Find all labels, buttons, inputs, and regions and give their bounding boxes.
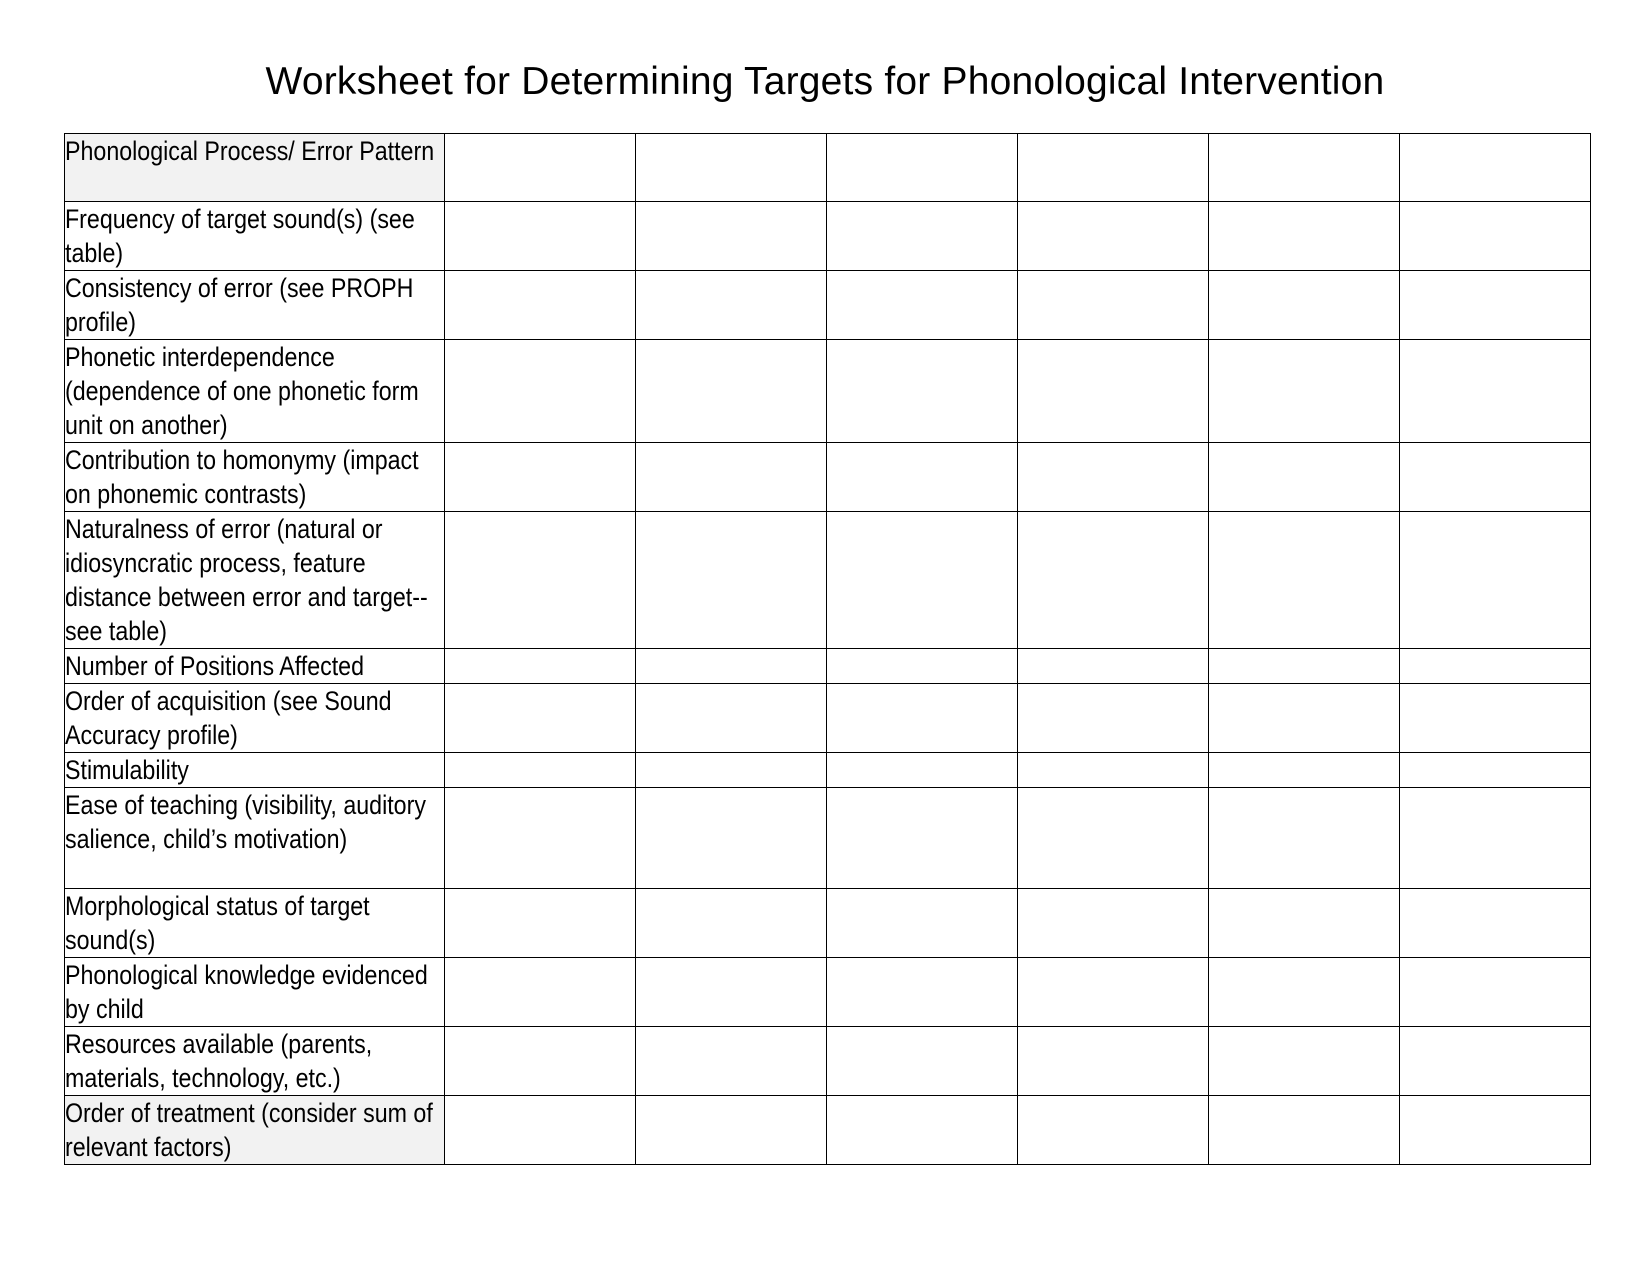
row-label: Consistency of error (see PROPH profile) xyxy=(65,273,414,337)
table-row xyxy=(65,958,1591,1027)
table-row xyxy=(65,512,1591,649)
entry-cell[interactable] xyxy=(1400,271,1591,340)
entry-cell[interactable] xyxy=(636,889,827,958)
table-row xyxy=(65,340,1591,443)
row-label-cell xyxy=(65,753,445,788)
entry-cell[interactable] xyxy=(1018,753,1209,788)
row-label-cell xyxy=(65,684,445,753)
entry-cell[interactable] xyxy=(1209,788,1400,889)
entry-cell[interactable] xyxy=(1400,889,1591,958)
entry-cell[interactable] xyxy=(827,753,1018,788)
row-label-cell xyxy=(65,1096,445,1165)
entry-cell[interactable] xyxy=(1400,512,1591,649)
entry-cell[interactable] xyxy=(1209,1027,1400,1096)
entry-cell[interactable] xyxy=(636,340,827,443)
entry-cell[interactable] xyxy=(636,271,827,340)
entry-cell[interactable] xyxy=(445,684,636,753)
table-row xyxy=(65,889,1591,958)
entry-cell[interactable] xyxy=(445,340,636,443)
entry-cell[interactable] xyxy=(636,134,827,202)
row-label: Phonological knowledge evidenced by child xyxy=(65,960,428,1024)
row-label: Resources available (parents, materials, technology, etc.) xyxy=(65,1029,373,1093)
entry-cell[interactable] xyxy=(827,202,1018,271)
entry-cell[interactable] xyxy=(445,134,636,202)
entry-cell[interactable] xyxy=(827,1096,1018,1165)
entry-cell[interactable] xyxy=(1400,649,1591,684)
row-label: Frequency of target sound(s) (see table) xyxy=(65,204,415,268)
entry-cell[interactable] xyxy=(827,788,1018,889)
entry-cell[interactable] xyxy=(445,649,636,684)
entry-cell[interactable] xyxy=(445,1096,636,1165)
entry-cell[interactable] xyxy=(1209,512,1400,649)
row-label-cell xyxy=(65,340,445,443)
entry-cell[interactable] xyxy=(636,684,827,753)
entry-cell[interactable] xyxy=(1400,1027,1591,1096)
row-label-cell xyxy=(65,788,445,889)
entry-cell[interactable] xyxy=(636,1096,827,1165)
entry-cell[interactable] xyxy=(827,134,1018,202)
entry-cell[interactable] xyxy=(1018,202,1209,271)
entry-cell[interactable] xyxy=(827,958,1018,1027)
row-label: Number of Positions Affected xyxy=(65,651,365,681)
row-label: Order of treatment (consider sum of relevant factors) xyxy=(65,1098,433,1162)
row-label-cell xyxy=(65,512,445,649)
row-label-cell xyxy=(65,958,445,1027)
entry-cell[interactable] xyxy=(445,443,636,512)
entry-cell[interactable] xyxy=(1018,512,1209,649)
row-label-cell xyxy=(65,271,445,340)
entry-cell[interactable] xyxy=(827,443,1018,512)
row-label: Naturalness of error (natural or idiosyncratic process, feature distance between error and target--see table) xyxy=(65,514,428,646)
table-row xyxy=(65,684,1591,753)
row-label: Phonetic interdependence (dependence of one phonetic form unit on another) xyxy=(65,342,419,440)
entry-cell[interactable] xyxy=(445,1027,636,1096)
worksheet-body xyxy=(65,134,1591,1165)
table-row xyxy=(65,649,1591,684)
entry-cell[interactable] xyxy=(1018,1096,1209,1165)
entry-cell[interactable] xyxy=(1018,134,1209,202)
entry-cell[interactable] xyxy=(636,443,827,512)
entry-cell[interactable] xyxy=(445,271,636,340)
page-title: Worksheet for Determining Targets for Phonological Intervention xyxy=(265,60,1385,103)
entry-cell[interactable] xyxy=(1209,271,1400,340)
entry-cell[interactable] xyxy=(1209,1096,1400,1165)
entry-cell[interactable] xyxy=(1400,958,1591,1027)
entry-cell[interactable] xyxy=(636,649,827,684)
entry-cell[interactable] xyxy=(445,753,636,788)
entry-cell[interactable] xyxy=(1209,202,1400,271)
table-row xyxy=(65,1096,1591,1165)
entry-cell[interactable] xyxy=(636,753,827,788)
row-label: Stimulability xyxy=(65,755,189,785)
entry-cell[interactable] xyxy=(1400,340,1591,443)
row-label-cell xyxy=(65,443,445,512)
entry-cell[interactable] xyxy=(1209,649,1400,684)
row-label-cell xyxy=(65,1027,445,1096)
entry-cell[interactable] xyxy=(445,512,636,649)
entry-cell[interactable] xyxy=(827,512,1018,649)
entry-cell[interactable] xyxy=(636,202,827,271)
row-label-cell xyxy=(65,649,445,684)
entry-cell[interactable] xyxy=(827,340,1018,443)
entry-cell[interactable] xyxy=(1209,889,1400,958)
row-label-cell xyxy=(65,134,445,202)
entry-cell[interactable] xyxy=(827,1027,1018,1096)
entry-cell[interactable] xyxy=(1018,649,1209,684)
entry-cell[interactable] xyxy=(1209,958,1400,1027)
table-row xyxy=(65,443,1591,512)
entry-cell[interactable] xyxy=(1400,443,1591,512)
entry-cell[interactable] xyxy=(445,889,636,958)
entry-cell[interactable] xyxy=(636,512,827,649)
entry-cell[interactable] xyxy=(1209,443,1400,512)
entry-cell[interactable] xyxy=(1400,134,1591,202)
entry-cell[interactable] xyxy=(1018,1027,1209,1096)
entry-cell[interactable] xyxy=(1209,134,1400,202)
entry-cell[interactable] xyxy=(1400,1096,1591,1165)
entry-cell[interactable] xyxy=(1400,788,1591,889)
entry-cell[interactable] xyxy=(1209,753,1400,788)
entry-cell[interactable] xyxy=(1018,443,1209,512)
row-label: Morphological status of target sound(s) xyxy=(65,891,370,955)
row-label: Order of acquisition (see Sound Accuracy profile) xyxy=(65,686,392,750)
row-label: Ease of teaching (visibility, auditory salience, child’s motivation) xyxy=(65,790,426,854)
entry-cell[interactable] xyxy=(1209,684,1400,753)
entry-cell[interactable] xyxy=(636,958,827,1027)
table-row xyxy=(65,134,1591,202)
row-label: Contribution to homonymy (impact on phonemic contrasts) xyxy=(65,445,419,509)
entry-cell[interactable] xyxy=(1400,202,1591,271)
row-label-cell xyxy=(65,202,445,271)
entry-cell[interactable] xyxy=(636,1027,827,1096)
entry-cell[interactable] xyxy=(1018,889,1209,958)
entry-cell[interactable] xyxy=(1018,684,1209,753)
entry-cell[interactable] xyxy=(1400,684,1591,753)
row-label-cell xyxy=(65,889,445,958)
table-row xyxy=(65,202,1591,271)
table-row xyxy=(65,753,1591,788)
entry-cell[interactable] xyxy=(1209,340,1400,443)
entry-cell[interactable] xyxy=(445,788,636,889)
table-row xyxy=(65,271,1591,340)
table-row xyxy=(65,788,1591,889)
entry-cell[interactable] xyxy=(445,202,636,271)
worksheet-table xyxy=(64,133,1591,1165)
entry-cell[interactable] xyxy=(636,788,827,889)
entry-cell[interactable] xyxy=(827,889,1018,958)
entry-cell[interactable] xyxy=(827,649,1018,684)
entry-cell[interactable] xyxy=(1018,271,1209,340)
entry-cell[interactable] xyxy=(1018,340,1209,443)
entry-cell[interactable] xyxy=(1018,788,1209,889)
entry-cell[interactable] xyxy=(1400,753,1591,788)
entry-cell[interactable] xyxy=(827,684,1018,753)
table-row xyxy=(65,1027,1591,1096)
entry-cell[interactable] xyxy=(1018,958,1209,1027)
row-label: Phonological Process/ Error Pattern xyxy=(65,136,435,166)
entry-cell[interactable] xyxy=(445,958,636,1027)
entry-cell[interactable] xyxy=(827,271,1018,340)
